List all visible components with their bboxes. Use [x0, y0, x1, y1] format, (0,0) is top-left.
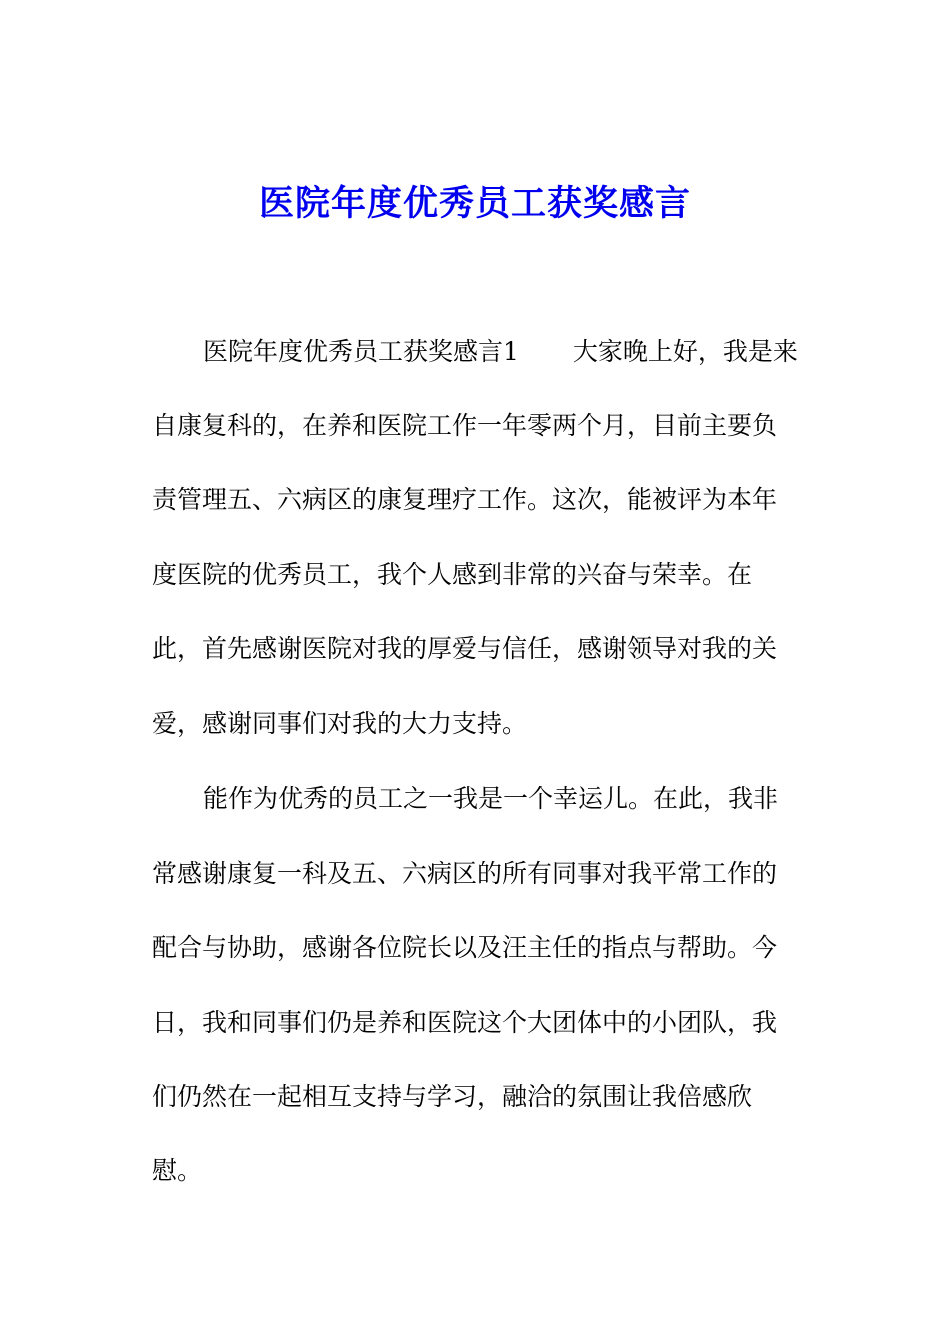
paragraph-2-line-6: 慰。	[152, 1156, 203, 1185]
document-title: 医院年度优秀员工获奖感言	[258, 183, 691, 224]
paragraph-2-line-3: 配合与协助，感谢各位院长以及汪主任的指点与帮助。今	[152, 933, 778, 962]
paragraph-1-text-start: 大家晚上好，我是来	[572, 337, 798, 366]
paragraph-2-line-4: 日，我和同事们仍是养和医院这个大团体中的小团队，我	[152, 1008, 778, 1037]
paragraph-1-line-6: 爱，感谢同事们对我的大力支持。	[152, 709, 528, 738]
paragraph-1-line-4: 度医院的优秀员工，我个人感到非常的兴奋与荣幸。在	[152, 560, 753, 589]
paragraph-1-line-5: 此，首先感谢医院对我的厚爱与信任，感谢领导对我的关	[152, 634, 778, 663]
paragraph-2-line-1: 能作为优秀的员工之一我是一个幸运儿。在此，我非	[203, 784, 779, 813]
paragraph-1-heading: 医院年度优秀员工获奖感言1	[203, 337, 519, 366]
paragraph-2-line-2: 常感谢康复一科及五、六病区的所有同事对我平常工作的	[152, 859, 778, 888]
paragraph-1-line-1	[203, 334, 798, 370]
paragraph-1-line-3: 责管理五、六病区的康复理疗工作。这次，能被评为本年	[152, 485, 778, 514]
paragraph-1-line-2: 自康复科的，在养和医院工作一年零两个月，目前主要负	[152, 411, 778, 440]
paragraph-2-line-5: 们仍然在一起相互支持与学习，融洽的氛围让我倍感欣	[152, 1082, 753, 1111]
